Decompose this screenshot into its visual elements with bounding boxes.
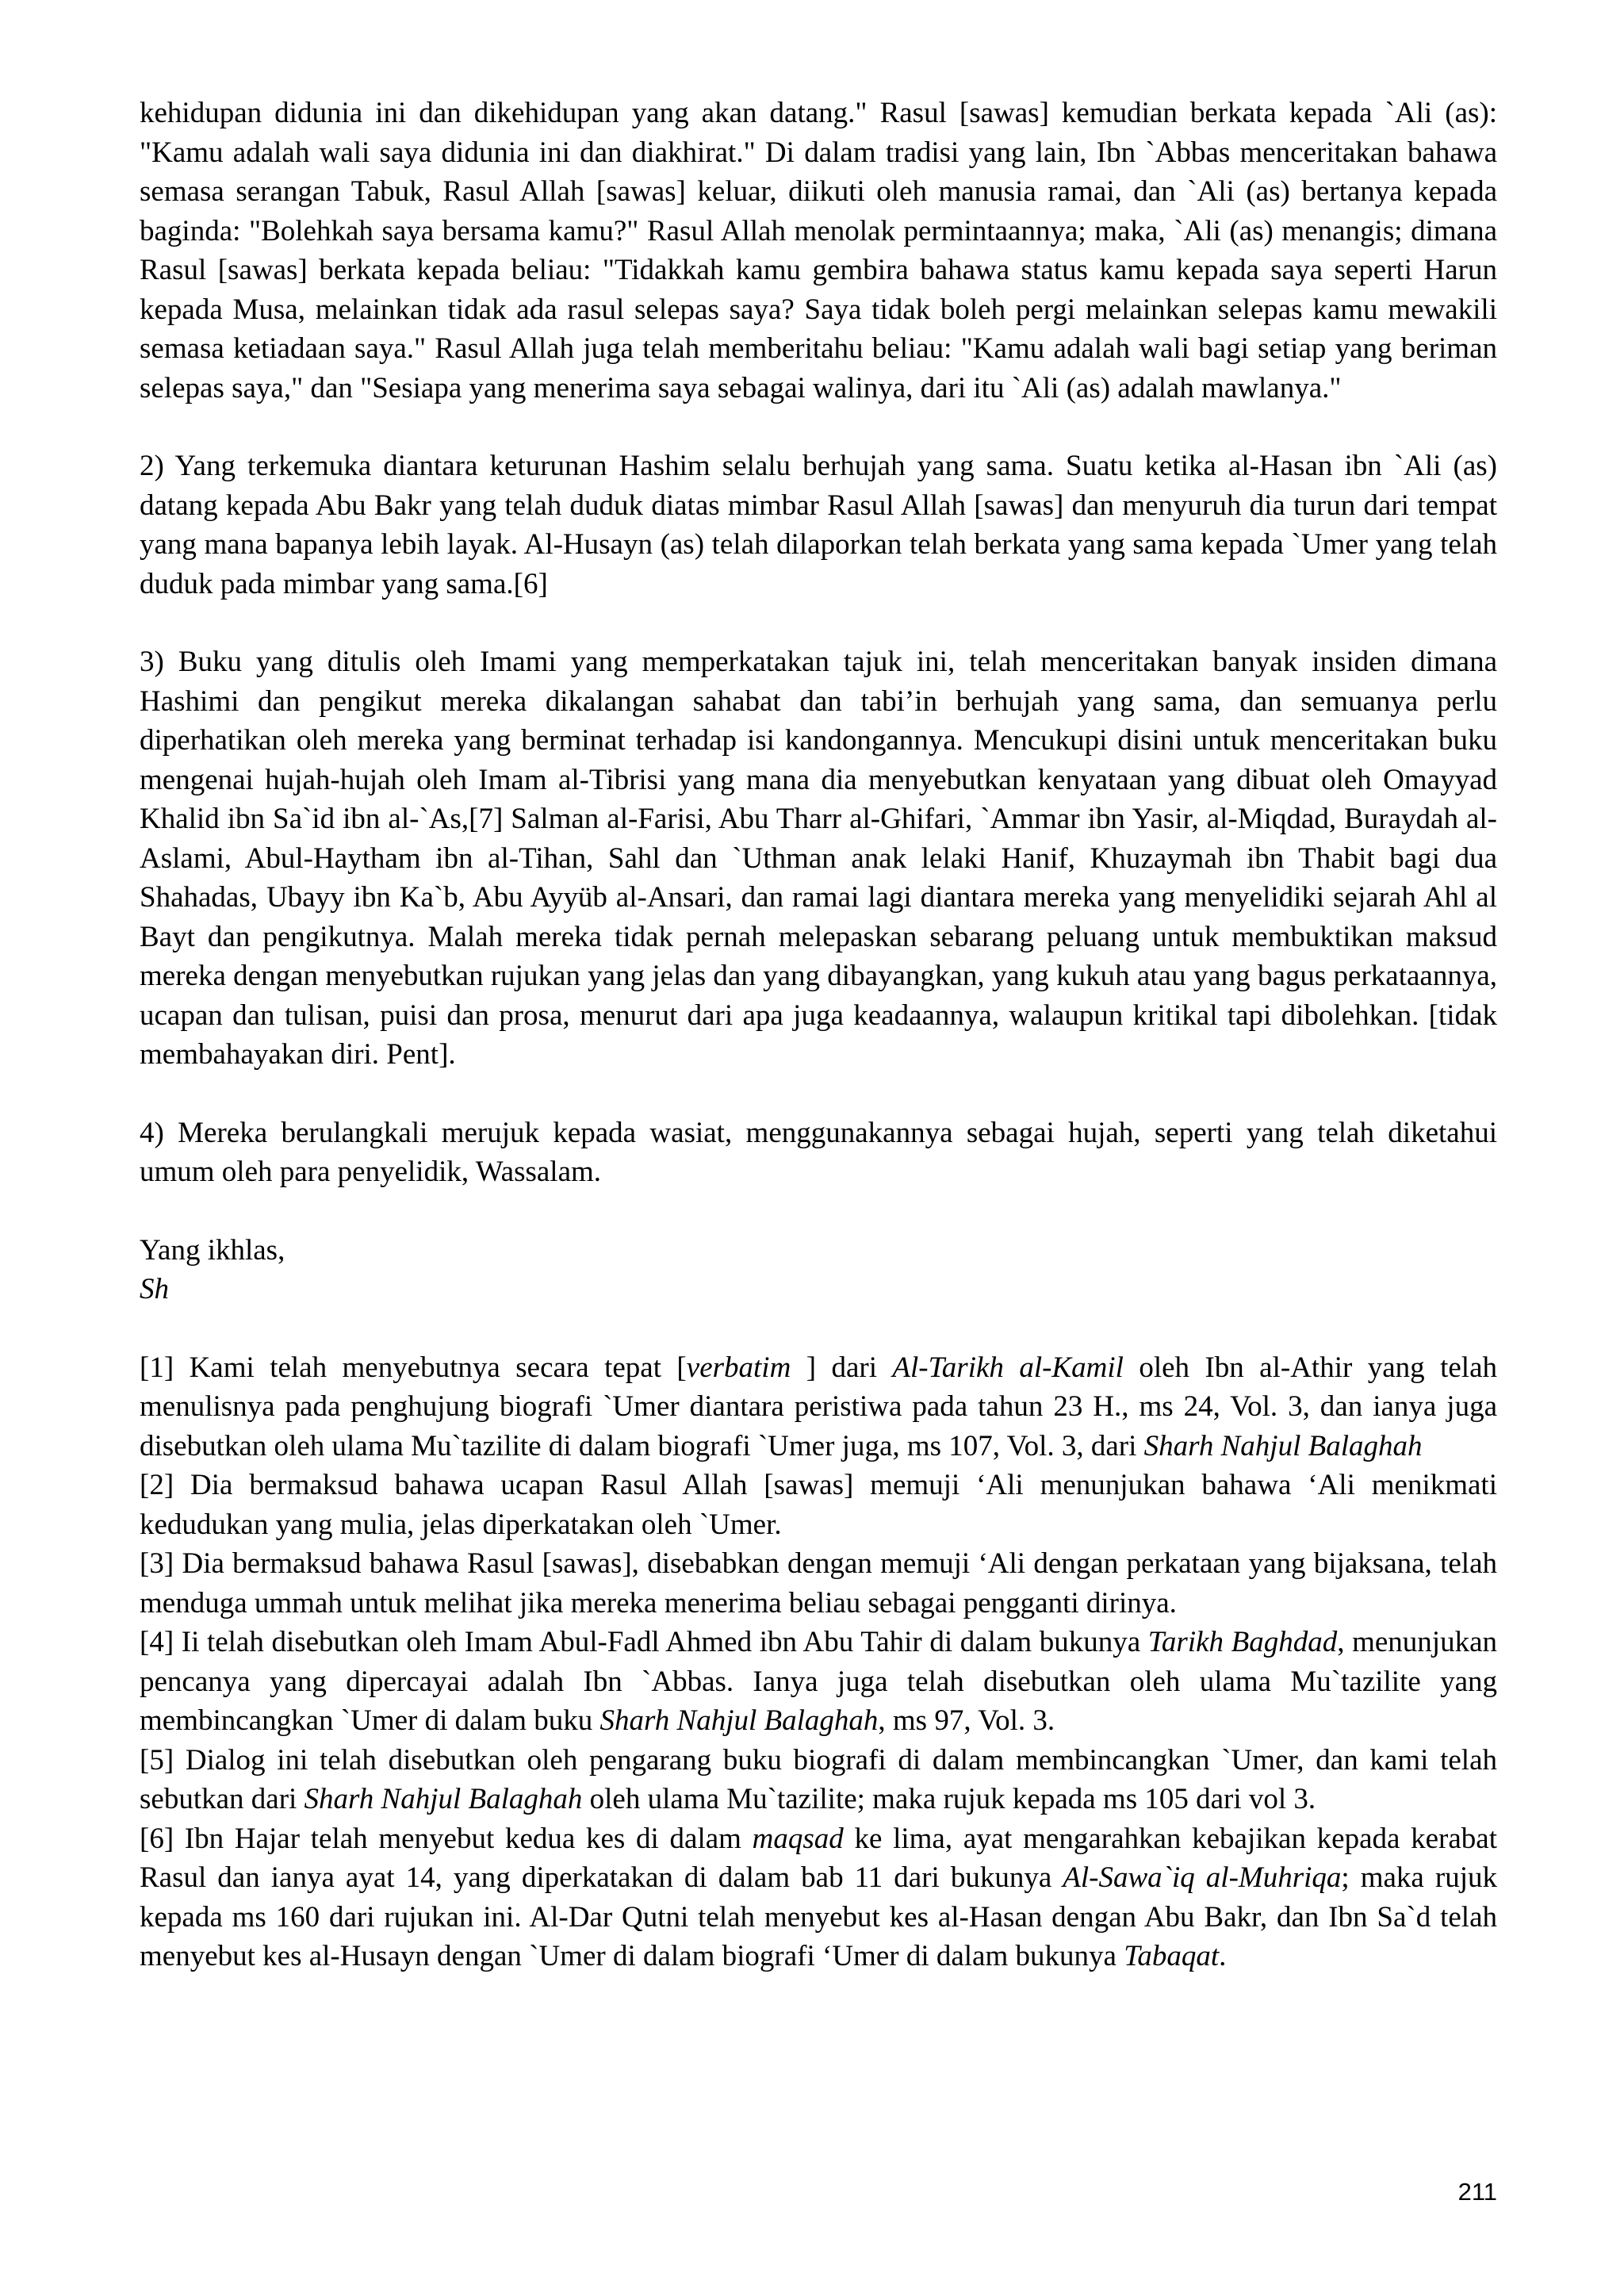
paragraph-continuation: kehidupan didunia ini dan dikehidupan yang akan datang." Rasul [sawas] kemudian berkata kepada `Ali (as): "Kamu adalah wali saya didunia ini dan diakhirat." Di dalam tradisi yang lain, Ibn `Abbas menceritakan bahawa semasa serangan Tabuk, Rasul Allah [sawas] keluar, diikuti oleh manusia ramai, dan `Ali (as) bertanya kepada baginda: "Bolehkah saya bersama kamu?" Rasul Allah menolak permintaannya; maka, `Ali (as) menangis; dimana Rasul [sawas] berkata kepada beliau: "Tidakkah kamu gembira bahawa status kamu kepada saya seperti Harun kepada Musa, melainkan tidak ada rasul selepas saya? Saya tidak boleh pergi melainkan selepas kamu mewakili semasa ketiadaan saya." Rasul Allah juga telah memberitahu beliau: "Kamu adalah wali bagi setiap yang beriman selepas saya," dan "Sesiapa yang menerima saya sebagai walinya, dari itu `Ali (as) adalah mawlanya." bbox=[140, 97, 1497, 404]
footnote-4-italic-title: Tarikh Baghdad bbox=[1147, 1626, 1338, 1658]
footnote-1-italic-title: Al-Tarikh al-Kamil bbox=[892, 1351, 1124, 1384]
footnote-6-italic-tabaqat: Tabaqat bbox=[1124, 1940, 1220, 1972]
footnote-2: [2] Dia bermaksud bahawa ucapan Rasul Allah [sawas] memuji ‘Ali menunjukan bahawa ‘Ali menikmati kedudukan yang mulia, jelas diperkatakan oleh `Umer. bbox=[140, 1469, 1497, 1541]
footnote-1-italic-source: Sharh Nahjul Balaghah bbox=[1143, 1429, 1423, 1462]
footnote-5-italic-source: Sharh Nahjul Balaghah bbox=[304, 1783, 583, 1815]
footnote-4-text-e: , ms 97, Vol. 3. bbox=[878, 1704, 1055, 1737]
signature-text: Sh bbox=[140, 1273, 169, 1305]
footnote-1 bbox=[140, 1348, 1497, 1466]
footnote-4-text-c: , menunjukan pencanya yang dipercayai adalah Ibn `Abbas. Ianya juga telah disebutkan oleh ulama Mu`tazilite yang membincangkan `Umer di dalam buku bbox=[140, 1626, 1497, 1737]
signoff bbox=[140, 1231, 1497, 1309]
footnote-5-text-c: oleh ulama Mu`tazilite; maka rujuk kepada ms 105 dari vol 3. bbox=[582, 1783, 1316, 1815]
footnote-1-text-a: [1] Kami telah menyebutnya secara tepat [ bbox=[140, 1351, 687, 1384]
footnote-6-italic-title: Al-Sawa`iq al-Muhriqa bbox=[1063, 1861, 1342, 1894]
footnote-3: [3] Dia bermaksud bahawa Rasul [sawas], disebabkan dengan memuji ‘Ali dengan perkataan yang bijaksana, telah menduga ummah untuk melihat jika mereka menerima beliau sebagai pengganti dirinya. bbox=[140, 1547, 1497, 1619]
footnote-4-italic-source: Sharh Nahjul Balaghah bbox=[599, 1704, 879, 1737]
footnote-6-italic-maqsad: maqsad bbox=[752, 1822, 844, 1855]
footnote-4-text-a: [4] Ii telah disebutkan oleh Imam Abul-Fadl Ahmed ibn Abu Tahir di dalam bukunya bbox=[140, 1626, 1148, 1658]
paragraph-3: 3) Buku yang ditulis oleh Imami yang memperkatakan tajuk ini, telah menceritakan banyak insiden dimana Hashimi dan pengikut mereka dikalangan sahabat dan tabi’in berhujah yang sama, dan semuanya perlu diperhatikan oleh mereka yang berminat terhadap isi kandongannya. Mencukupi disini untuk menceritakan buku mengenai hujah-hujah oleh Imam al-Tibrisi yang mana dia menyebutkan kenyataan yang dibuat oleh Omayyad Khalid ibn Sa`id ibn al-`As,[7] Salman al-Farisi, Abu Tharr al-Ghifari, `Ammar ibn Yasir, al-Miqdad, Buraydah al-Aslami, Abul-Haytham ibn al-Tihan, Sahl dan `Uthman anak lelaki Hanif, Khuzaymah ibn Thabit bagi dua Shahadas, Ubayy ibn Ka`b, Abu Ayyüb al-Ansari, dan ramai lagi diantara mereka yang menyelidiki sejarah Ahl al Bayt dan pengikutnya. Malah mereka tidak pernah melepaskan sebarang peluang untuk membuktikan maksud mereka dengan menyebutkan rujukan yang jelas dan yang dibayangkan, yang kukuh atau yang bagus perkataannya, ucapan dan tulisan, puisi dan prosa, menurut dari apa juga keadaannya, walaupun kritikal tapi dibolehkan. [tidak membahayakan diri. Pent]. bbox=[140, 646, 1497, 1071]
footnote-6-text-a: [6] Ibn Hajar telah menyebut kedua kes di dalam bbox=[140, 1822, 753, 1855]
closing-text: Yang ikhlas, bbox=[140, 1233, 285, 1267]
paragraph-2: 2) Yang terkemuka diantara keturunan Hashim selalu berhujah yang sama. Suatu ketika al-Hasan ibn `Ali (as) datang kepada Abu Bakr yang telah duduk diatas mimbar Rasul Allah [sawas] dan menyuruh dia turun dari tempat yang mana bapanya lebih layak. Al-Husayn (as) telah dilaporkan telah berkata yang sama kepada `Umer yang telah duduk pada mimbar yang sama.[6] bbox=[140, 450, 1497, 600]
footnote-1-italic-verbatim: verbatim bbox=[686, 1351, 791, 1384]
footnote-6-text-c: ke lima, ayat mengarahkan kebajikan kepada kerabat Rasul dan ianya ayat 14, yang diperkatakan di dalam bab 11 dari bukunya bbox=[140, 1822, 1498, 1894]
footnotes bbox=[140, 1348, 1497, 1976]
footnote-5-text-a: [5] Dialog ini telah disebutkan oleh pengarang buku biografi di dalam membincangkan `Umer, dan kami telah sebutkan dari bbox=[140, 1743, 1497, 1815]
footnote-5 bbox=[140, 1741, 1497, 1819]
footnote-6 bbox=[140, 1819, 1497, 1976]
footnote-1-text-e: oleh Ibn al-Athir yang telah menulisnya pada penghujung biografi `Umer diantara peristiwa pada tahun 23 H., ms 24, Vol. 3, dan ianya juga disebutkan oleh ulama Mu`tazilite di dalam biografi `Umer juga, ms 107, Vol. 3, dari bbox=[140, 1351, 1497, 1462]
paragraph-4: 4) Mereka berulangkali merujuk kepada wasiat, menggunakannya sebagai hujah, seperti yang telah diketahui umum oleh para penyelidik, Wassalam. bbox=[140, 1116, 1497, 1188]
document-page bbox=[140, 94, 1497, 1976]
footnote-6-text-g: . bbox=[1219, 1940, 1227, 1972]
page-number: 211 bbox=[1457, 2178, 1497, 2206]
footnote-1-text-c: ] dari bbox=[791, 1351, 893, 1384]
footnote-6-text-e: ; maka rujuk kepada ms 160 dari rujukan ini. Al-Dar Qutni telah menyebut kes al-Hasan dengan Abu Bakr, dan Ibn Sa`d telah menyebut kes al-Husayn dengan `Umer di dalam biografi ‘Umer di dalam bukunya bbox=[140, 1861, 1497, 1972]
signature bbox=[140, 1270, 1497, 1309]
footnote-4 bbox=[140, 1623, 1497, 1741]
